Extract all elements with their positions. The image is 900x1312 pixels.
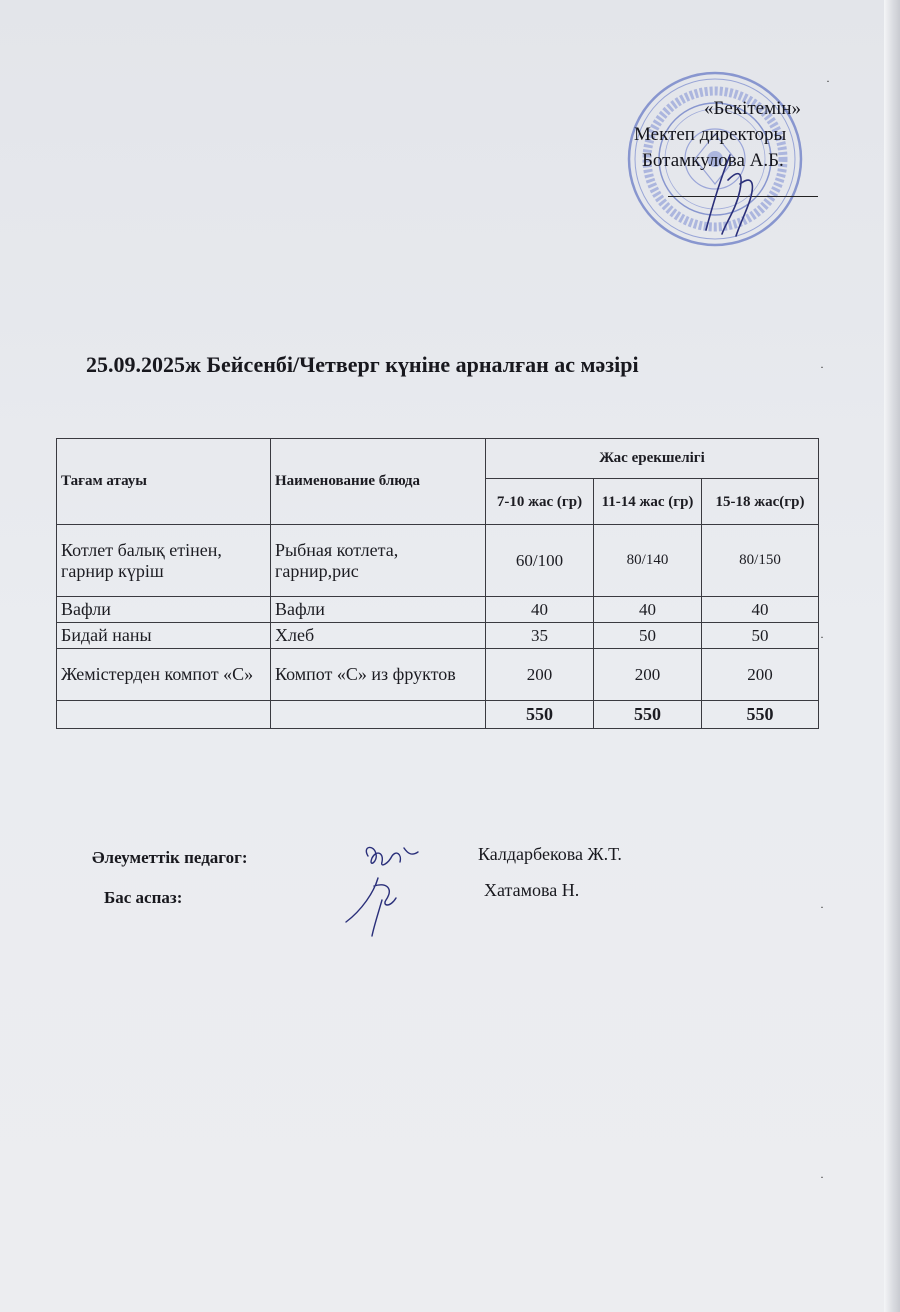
approval-name: Ботамкулова А.Б.: [642, 150, 784, 171]
social-pedagogue-label: Әлеуметтік педагог:: [92, 848, 248, 867]
portion-7-10: 60/100: [486, 525, 594, 597]
margin-mark: ·: [820, 630, 824, 644]
totals-empty: [271, 701, 486, 729]
menu-table: [56, 438, 819, 729]
chef-name: Хатамова Н.: [484, 880, 580, 900]
portion-7-10: 200: [486, 649, 594, 701]
portion-11-14: 50: [594, 623, 702, 649]
portion-15-18: 200: [702, 649, 819, 701]
dish-ru: Вафли: [271, 597, 486, 623]
portion-11-14: 200: [594, 649, 702, 701]
table-row: [57, 623, 819, 649]
page-title: 25.09.2025ж Бейсенбі/Четверг күніне арналған ас мәзірі: [86, 352, 639, 377]
table-row: [57, 525, 819, 597]
total-15-18: 550: [702, 701, 819, 729]
portion-15-18: 40: [702, 597, 819, 623]
margin-mark: ·: [820, 900, 824, 914]
table-row: [57, 597, 819, 623]
header-age-7-10: 7-10 жас (гр): [486, 479, 594, 525]
header-ru-name: Наименование блюда: [271, 439, 486, 525]
dish-kz: Жемістерден компот «С»: [57, 649, 271, 701]
total-7-10: 550: [486, 701, 594, 729]
chef-label: Бас аспаз:: [104, 888, 183, 907]
approval-position: Мектеп директоры: [634, 124, 787, 145]
dish-ru: Рыбная котлета, гарнир,рис: [271, 525, 486, 597]
portion-15-18: 80/150: [702, 525, 819, 597]
portion-11-14: 80/140: [594, 525, 702, 597]
page-edge: [884, 0, 900, 1312]
portion-7-10: 35: [486, 623, 594, 649]
header-age-15-18: 15-18 жас(гр): [702, 479, 819, 525]
dish-ru: Компот «С» из фруктов: [271, 649, 486, 701]
table-row: [57, 649, 819, 701]
header-age-11-14: 11-14 жас (гр): [594, 479, 702, 525]
totals-empty: [57, 701, 271, 729]
dish-kz: Бидай наны: [57, 623, 271, 649]
dish-kz: Вафли: [57, 597, 271, 623]
portion-15-18: 50: [702, 623, 819, 649]
portion-7-10: 40: [486, 597, 594, 623]
margin-mark: ·: [820, 1170, 824, 1184]
margin-mark: ·: [820, 360, 824, 374]
margin-mark: ·: [826, 74, 830, 88]
dish-ru: Хлеб: [271, 623, 486, 649]
total-11-14: 550: [594, 701, 702, 729]
totals-row: [57, 701, 819, 729]
director-signature: [700, 150, 760, 240]
header-age: Жас ерекшелігі: [486, 439, 819, 479]
dish-kz: Котлет балық етінен, гарнир күріш: [57, 525, 271, 597]
header-kz-name: Тағам атауы: [57, 439, 271, 525]
portion-11-14: 40: [594, 597, 702, 623]
approval-title: «Бекітемін»: [704, 98, 802, 119]
social-pedagogue-name: Калдарбекова Ж.Т.: [478, 844, 622, 864]
handwritten-signatures: [338, 838, 428, 938]
